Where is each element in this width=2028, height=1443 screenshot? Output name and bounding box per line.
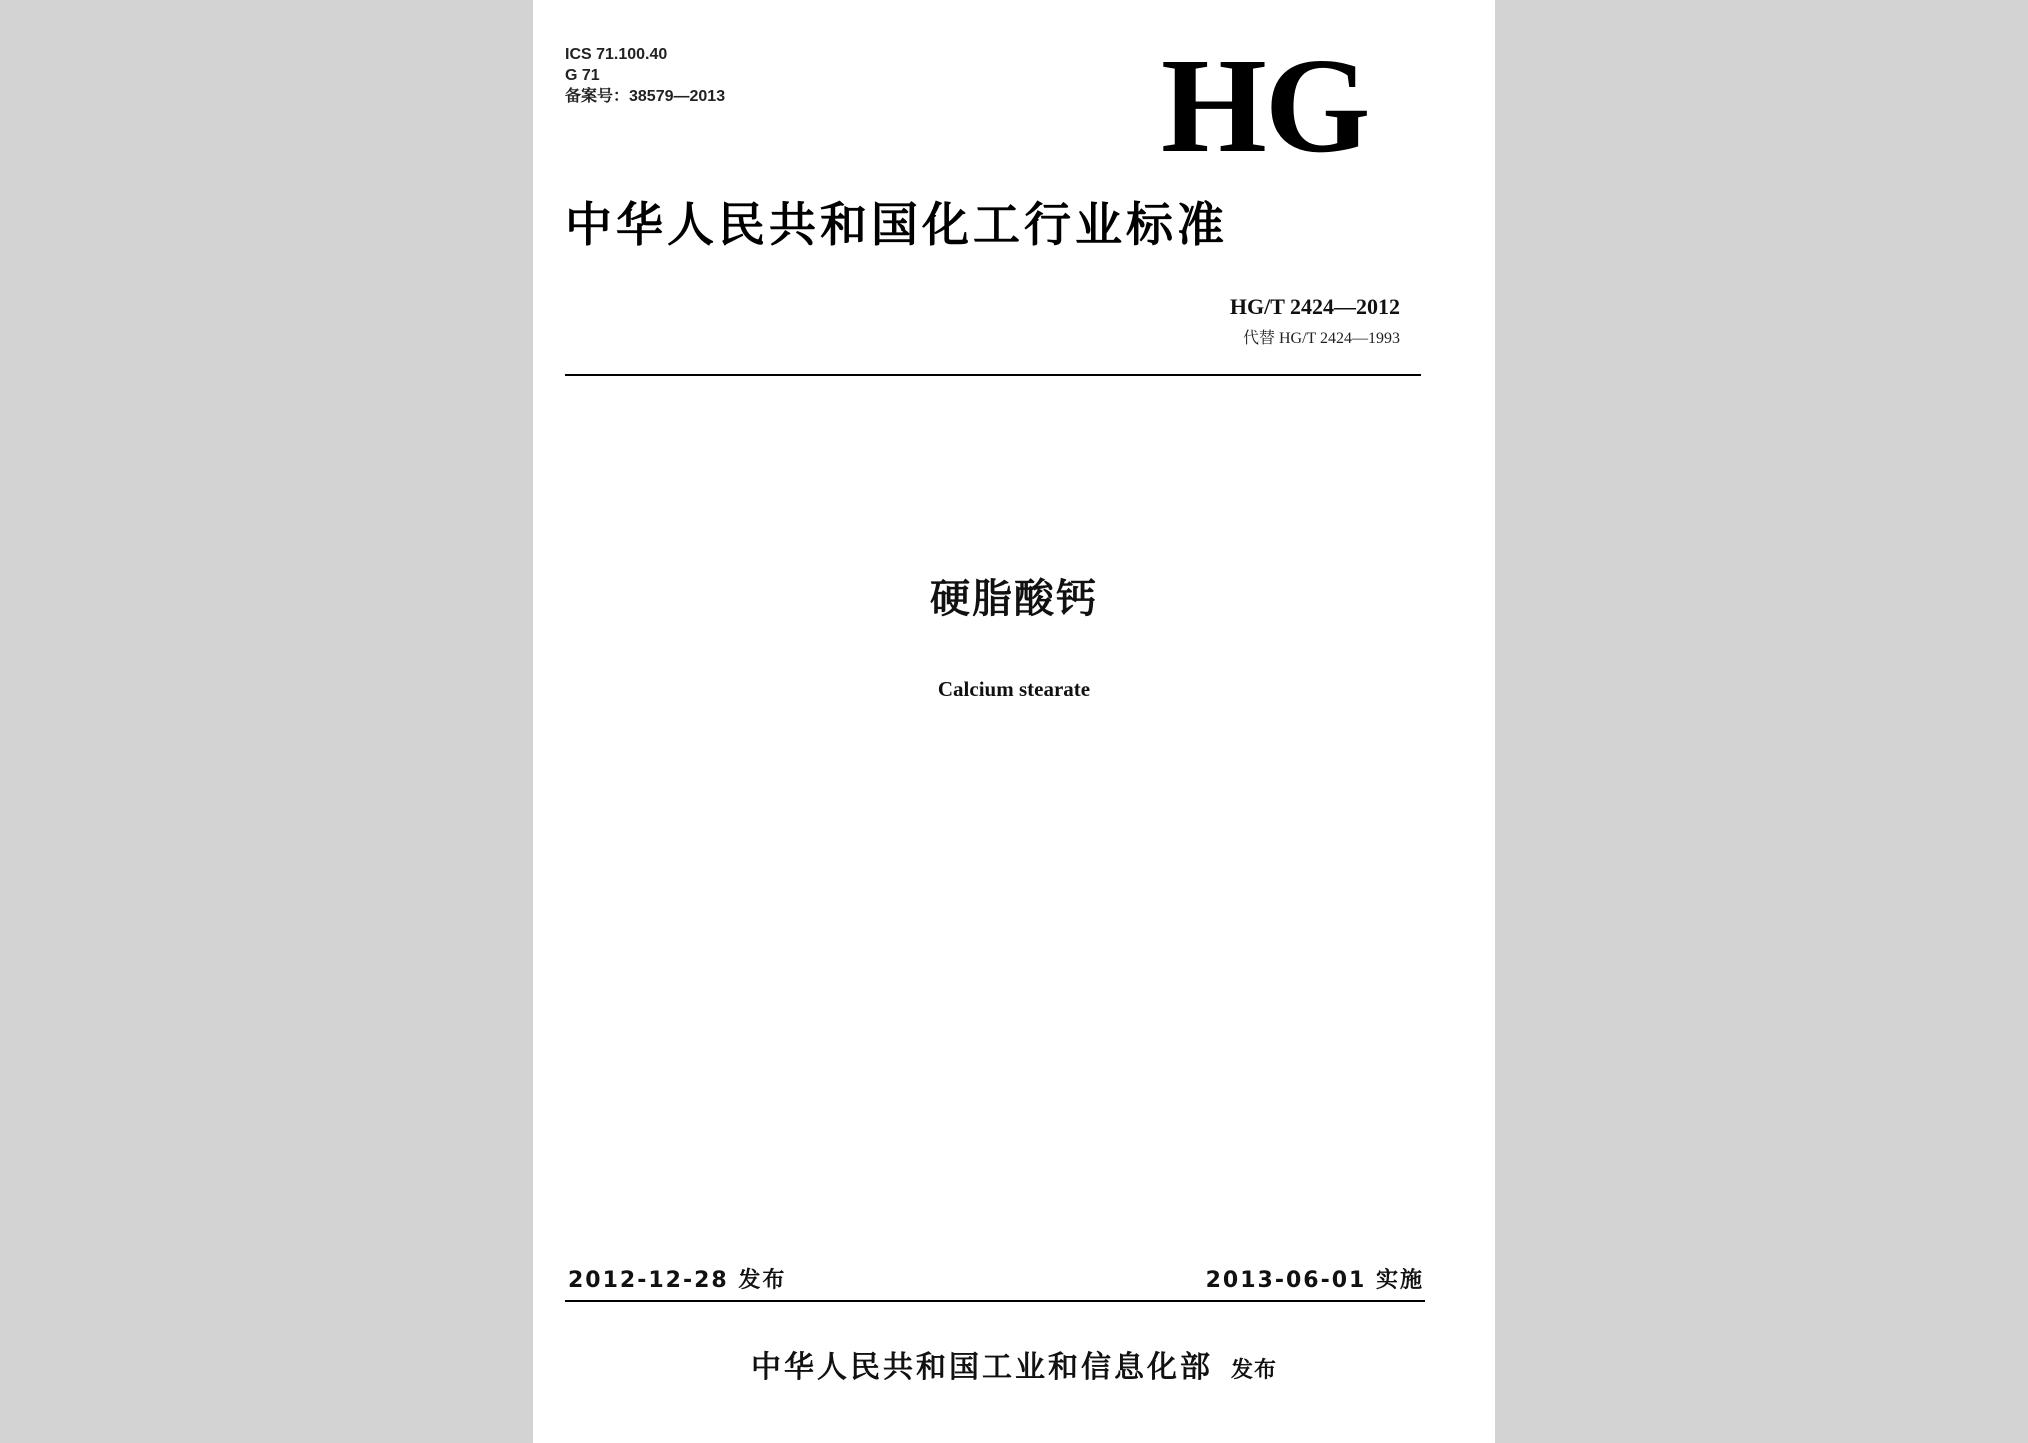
document-page [533,0,1495,1443]
document-title-english: Calcium stearate [937,677,1091,701]
footer-divider [565,1300,1425,1302]
issuer-name: 中华人民共和国工业和信息化部 [750,1350,1213,1385]
issuer-line [533,1348,1495,1390]
standard-title: 中华人民共和国化工行业标准 [565,198,1228,253]
hg-logo: HG [1161,31,1369,181]
standard-number: HG/T 2424—2012 [1229,294,1400,319]
classification-block [565,44,725,107]
document-title: 硬脂酸钙 [930,576,1098,622]
effective-date: 2013-06-01 实施 [1205,1268,1424,1293]
replaces-standard: 代替 HG/T 2424—1993 [1242,330,1400,347]
header-divider [565,374,1421,376]
date-row [568,1266,1424,1298]
issue-date: 2012-12-28 发布 [568,1268,787,1293]
ics-code: ICS 71.100.40 [565,46,668,63]
ccs-code: G 71 [565,67,600,84]
filing-number: 备案号：38579—2013 [565,88,726,105]
publish-label: 发布 [1230,1357,1277,1383]
